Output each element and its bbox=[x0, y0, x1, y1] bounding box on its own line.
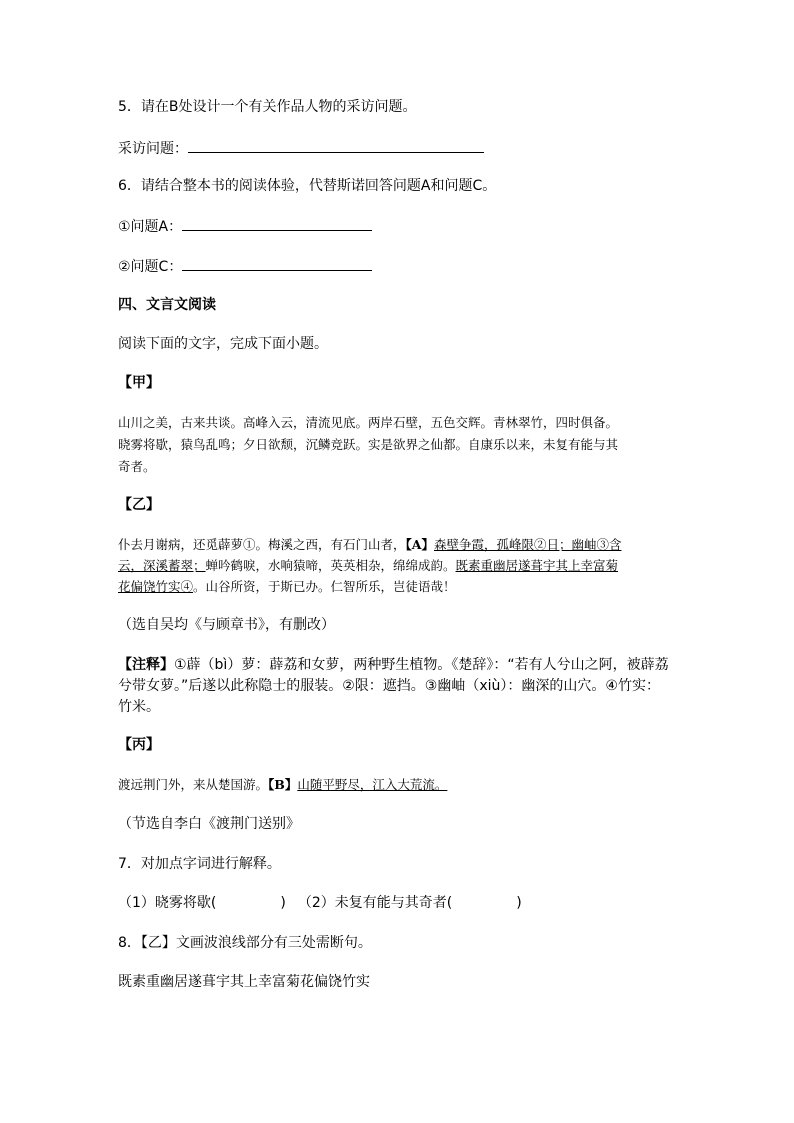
note-label: 【注释】 bbox=[118, 657, 174, 673]
bing-label: 【丙】 bbox=[118, 737, 160, 753]
note-text: ①薜（bì）萝：薜荔和女萝，两种野生植物。《楚辞》：“若有人兮山之阿，被薜荔 bbox=[174, 657, 669, 673]
q7-item2-label: （2）未复有能与其奇者( bbox=[297, 895, 453, 911]
interview-question-blank[interactable] bbox=[188, 138, 484, 153]
yi-text-plain: 。山谷所资，于斯已办。仁智所乐，岂徒语哉！ bbox=[193, 579, 456, 594]
yi-text-plain: 蝉吟鹤唳，水响猿啼，英英相杂，绵绵成韵。 bbox=[205, 558, 456, 573]
question-a-line bbox=[118, 216, 372, 236]
q7-item2-close: ) bbox=[516, 895, 522, 911]
question-a-blank[interactable] bbox=[182, 216, 372, 231]
question-c-blank[interactable] bbox=[182, 256, 372, 271]
q7-item1-label: （1）晓雾将歇( bbox=[118, 895, 217, 911]
bing-text-plain: 渡远荆门外，来从楚国游。 bbox=[118, 777, 269, 792]
section4-heading: 四、文言文阅读 bbox=[118, 297, 216, 313]
yi-note-line3: 竹米。 bbox=[118, 699, 160, 715]
interview-question-line bbox=[118, 138, 484, 158]
q5-prompt: 5．请在B处设计一个有关作品人物的采访问题。 bbox=[118, 99, 417, 115]
q7-items bbox=[118, 894, 522, 912]
jia-text-line2: 晓雾将歇，猿鸟乱鸣；夕日欲颓，沉鳞竞跃。实是欲界之仙都。自康乐以来，未复有能与其 bbox=[118, 437, 619, 452]
bing-tag-b: 【B】 bbox=[268, 777, 298, 792]
question-c-line bbox=[118, 256, 372, 276]
jia-text-line1: 山川之美，古来共谈。高峰入云，清流见底。两岸石壁，五色交辉。青林翠竹，四时俱备。 bbox=[118, 415, 619, 430]
q8-prompt: 8．【乙】文画波浪线部分有三处需断句。 bbox=[118, 935, 372, 951]
yi-wavy: 既素重幽居遂葺宇其上幸富菊 bbox=[455, 558, 619, 573]
yi-underlined-a: 森壁争霞，孤峰限②日；幽岫③含 bbox=[433, 537, 622, 552]
jia-text-line3: 奇者。 bbox=[118, 459, 156, 474]
q6-prompt: 6．请结合整本书的阅读体验，代替斯诺回答问题A和问题C。 bbox=[118, 178, 497, 194]
yi-source: （选自吴均《与顾章书》，有删改） bbox=[118, 617, 335, 633]
yi-tag-a: 【A】 bbox=[405, 537, 434, 552]
yi-text-line3 bbox=[118, 578, 456, 596]
bing-underlined-b: 山随平野尽，江入大荒流。 bbox=[297, 777, 448, 792]
interview-question-label: 采访问题： bbox=[118, 141, 188, 157]
q7-prompt: 7．对加点字词进行解释。 bbox=[118, 856, 281, 872]
yi-text-line1 bbox=[118, 536, 621, 554]
bing-source: （节选自李白《渡荆门送别》 bbox=[118, 816, 300, 832]
q8-sentence: 既素重幽居遂葺宇其上幸富菊花偏饶竹实 bbox=[118, 974, 370, 990]
jia-label: 【甲】 bbox=[118, 375, 160, 391]
question-c-label: ②问题C： bbox=[118, 259, 183, 275]
yi-note-line2: 兮带女萝。”后遂以此称隐士的服装。②限：遮挡。③幽岫（xiù）：幽深的山穴。④竹实： bbox=[118, 678, 660, 694]
yi-underlined-a-cont: 云，深溪蓄翠； bbox=[118, 558, 206, 573]
yi-wavy-cont: 花偏饶竹实④ bbox=[118, 579, 194, 594]
q7-item1-close: ) bbox=[280, 895, 286, 911]
yi-label: 【乙】 bbox=[118, 497, 160, 513]
question-a-label: ①问题A： bbox=[118, 219, 183, 235]
bing-text-line1 bbox=[118, 776, 447, 794]
yi-note-line1 bbox=[118, 656, 669, 674]
section4-intro: 阅读下面的文字，完成下面小题。 bbox=[118, 336, 328, 352]
yi-text-plain: 仆去月谢病，还觅薜萝①。梅溪之西，有石门山者， bbox=[118, 537, 406, 552]
yi-text-line2 bbox=[118, 557, 618, 575]
